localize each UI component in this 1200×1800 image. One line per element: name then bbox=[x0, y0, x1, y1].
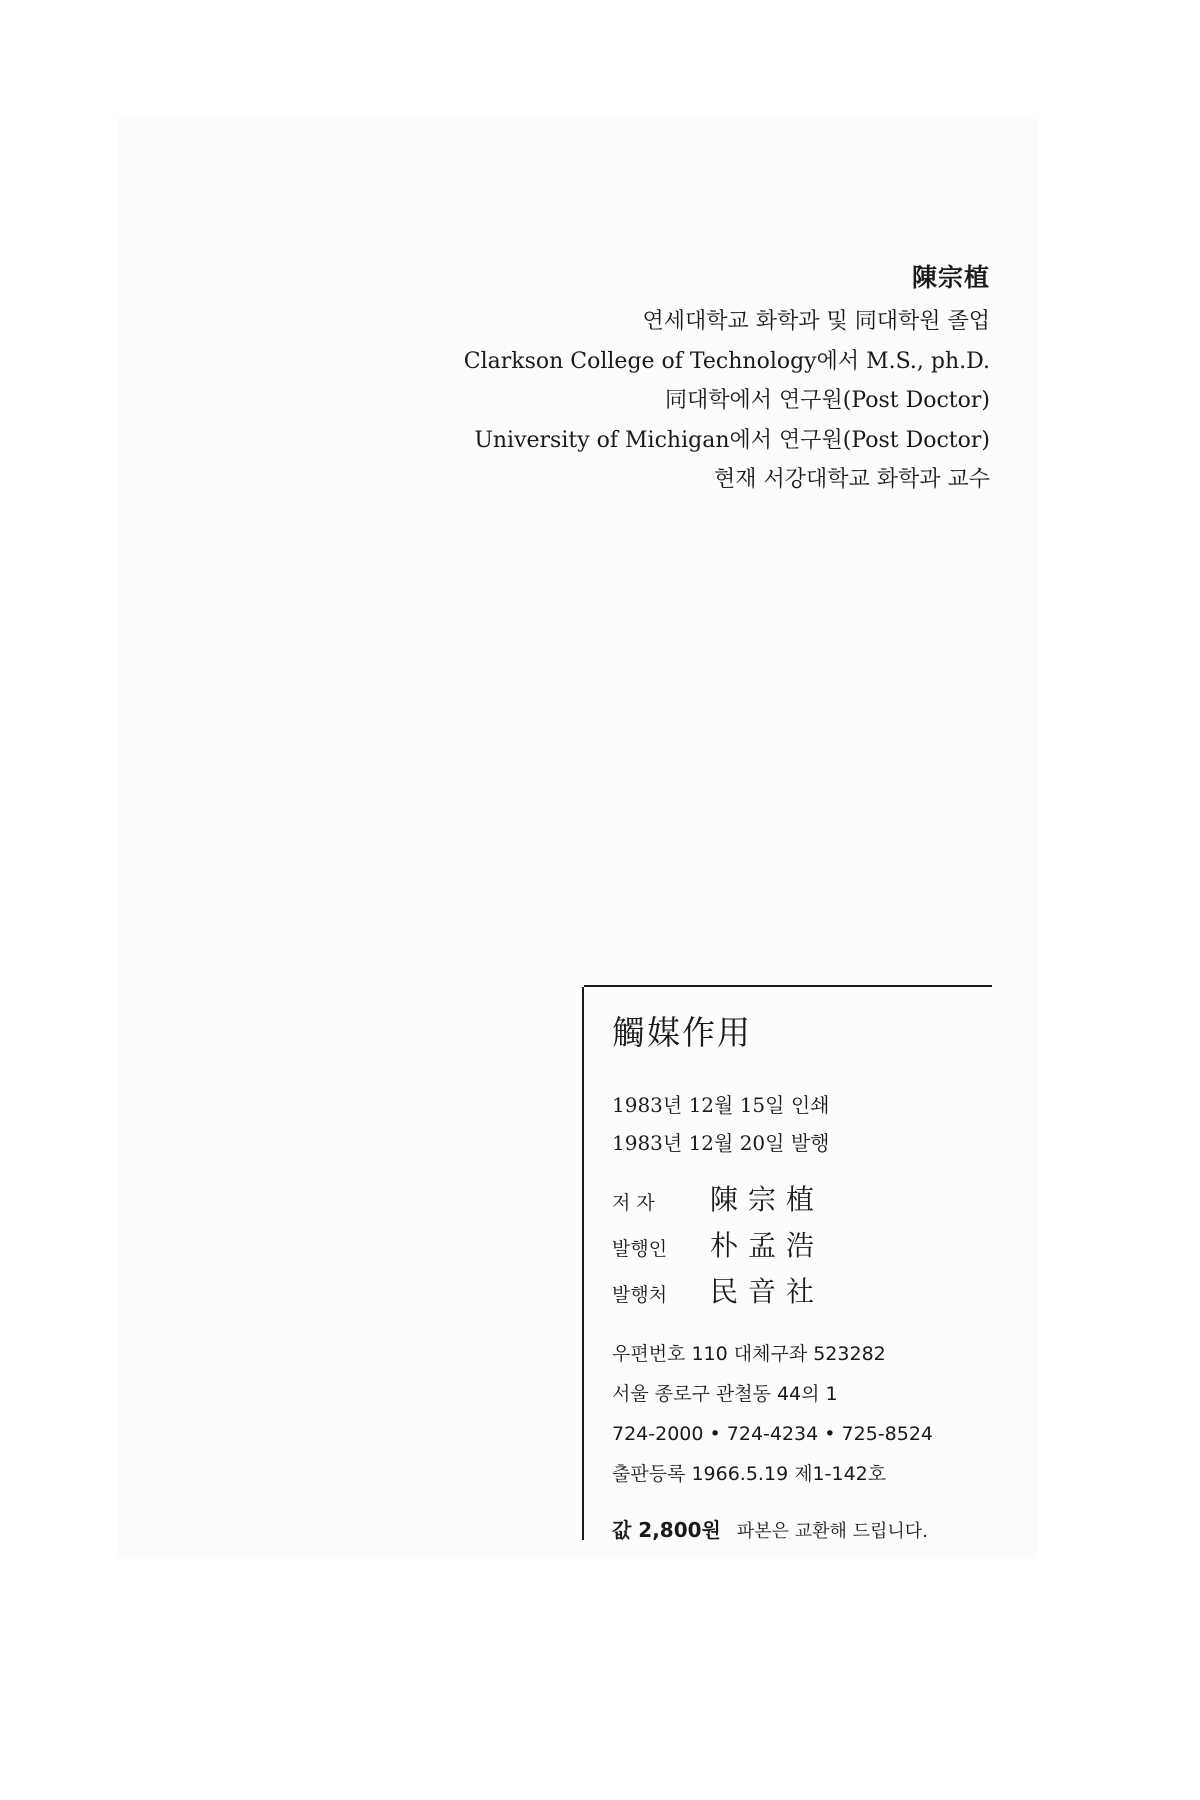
publisher-contact bbox=[612, 1334, 992, 1494]
price-row bbox=[612, 1514, 992, 1543]
credit-label: 발행처 bbox=[612, 1284, 668, 1306]
bio-line-postdoc-2: University of Michigan에서 연구원(Post Doctor) bbox=[474, 427, 990, 453]
street-address: 서울 종로구 관철동 44의 1 bbox=[612, 1383, 838, 1405]
price: 값 2,800원 bbox=[612, 1518, 721, 1542]
colophon-border-top bbox=[584, 985, 992, 987]
credit-value: 朴孟浩 bbox=[710, 1229, 825, 1262]
postal-account: 우편번호 110 대체구좌 523282 bbox=[612, 1343, 886, 1365]
print-date: 1983년 12월 15일 인쇄 bbox=[612, 1093, 830, 1117]
credit-publisher-person bbox=[612, 1224, 992, 1270]
colophon-box bbox=[582, 985, 1002, 1575]
registration: 출판등록 1966.5.19 제1-142호 bbox=[612, 1463, 887, 1485]
bio-line-postdoc-1: 同대학에서 연구원(Post Doctor) bbox=[664, 388, 990, 413]
credit-label: 발행인 bbox=[612, 1238, 668, 1260]
credits bbox=[612, 1178, 992, 1316]
bio-line-education: 연세대학교 화학과 및 同대학원 졸업 bbox=[642, 309, 990, 334]
credit-publishing-house bbox=[612, 1270, 992, 1316]
exchange-notice: 파본은 교환해 드립니다. bbox=[736, 1521, 928, 1542]
credit-value: 陳宗植 bbox=[710, 1183, 825, 1216]
author-name: 陳宗植 bbox=[911, 263, 990, 292]
credit-author bbox=[612, 1178, 992, 1224]
credit-label: 저 자 bbox=[612, 1192, 655, 1214]
book-title: 觸媒作用 bbox=[612, 1013, 752, 1052]
phone-numbers: 724-2000 • 724-4234 • 725-8524 bbox=[612, 1423, 933, 1445]
publish-date: 1983년 12월 20일 발행 bbox=[612, 1131, 830, 1155]
bio-line-degree: Clarkson College of Technology에서 M.S., ph.D. bbox=[463, 348, 990, 374]
colophon-border-left bbox=[582, 987, 584, 1540]
credit-value: 民音社 bbox=[710, 1275, 825, 1308]
bio-line-current: 현재 서강대학교 화학과 교수 bbox=[713, 467, 990, 492]
author-bio bbox=[290, 258, 990, 500]
